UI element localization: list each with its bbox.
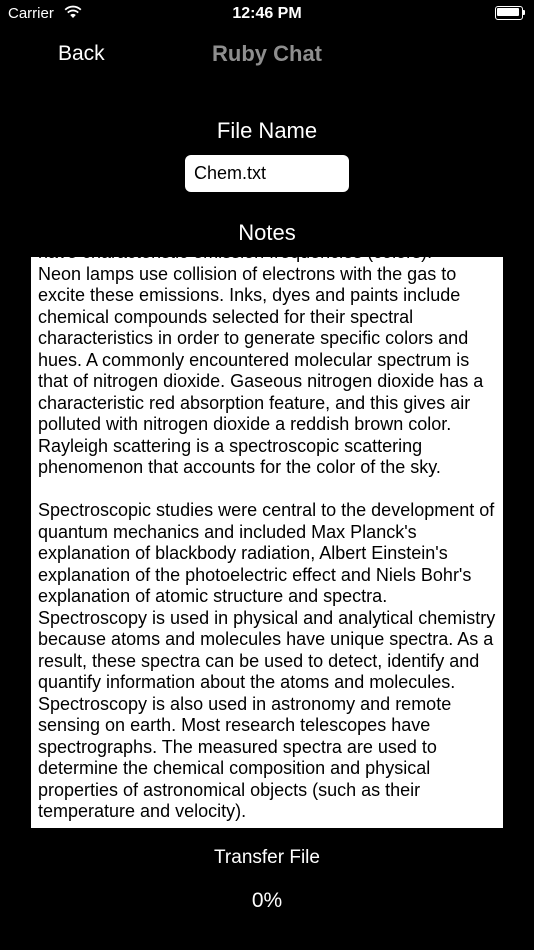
file-name-label: File Name bbox=[216, 118, 318, 143]
file-name-input[interactable] bbox=[185, 155, 349, 192]
page-title: Ruby Chat bbox=[212, 41, 322, 66]
notes-textarea[interactable] bbox=[31, 242, 503, 828]
carrier-label: Carrier bbox=[8, 5, 54, 22]
transfer-file-button[interactable]: Transfer File bbox=[214, 847, 320, 868]
battery-icon bbox=[495, 6, 526, 20]
transfer-progress-text: 0% bbox=[251, 889, 283, 912]
status-time: 12:46 PM bbox=[232, 5, 302, 22]
back-button[interactable]: Back bbox=[58, 42, 105, 65]
status-bar bbox=[0, 0, 534, 28]
navigation-bar bbox=[0, 28, 534, 82]
notes-label: Notes bbox=[238, 220, 296, 245]
notes-text: have characteristic emission frequencies (colors). Neon lamps use collision of electrons with the gas to excite these emissions. Inks, dyes and paints include chemical compounds selected for their spectral characteristics in order to generate specific colors and hues. A commonly encountered molecular spectrum is that of nitrogen dioxide. Gaseous nitrogen dioxide has a characteristic red absorption feature, and this gives air polluted with nitrogen dioxide a reddish brown color. Rayleigh scattering is a spectroscopic scattering phenomenon that accounts for the color of the sky. Spectroscopic studies were central to the development of quantum mechanics and included Max Planck's explanation of blackbody radiation, Albert Einstein's explanation of the photoelectric effect and Niels Bohr's explanation of atomic structure and spectra. Spectroscopy is used in physical and analytical chemistry because atoms and molecules have unique spectra. As a result, these spectra can be used to detect, identify and quantify information about the atoms and molecules. Spectroscopy is also used in astronomy and remote sensing on earth. Most research telescopes have spectrographs. The measured spectra are used to determine the chemical composition and physical properties of astronomical objects (such as their temperature and velocity). bbox=[38, 242, 496, 821]
